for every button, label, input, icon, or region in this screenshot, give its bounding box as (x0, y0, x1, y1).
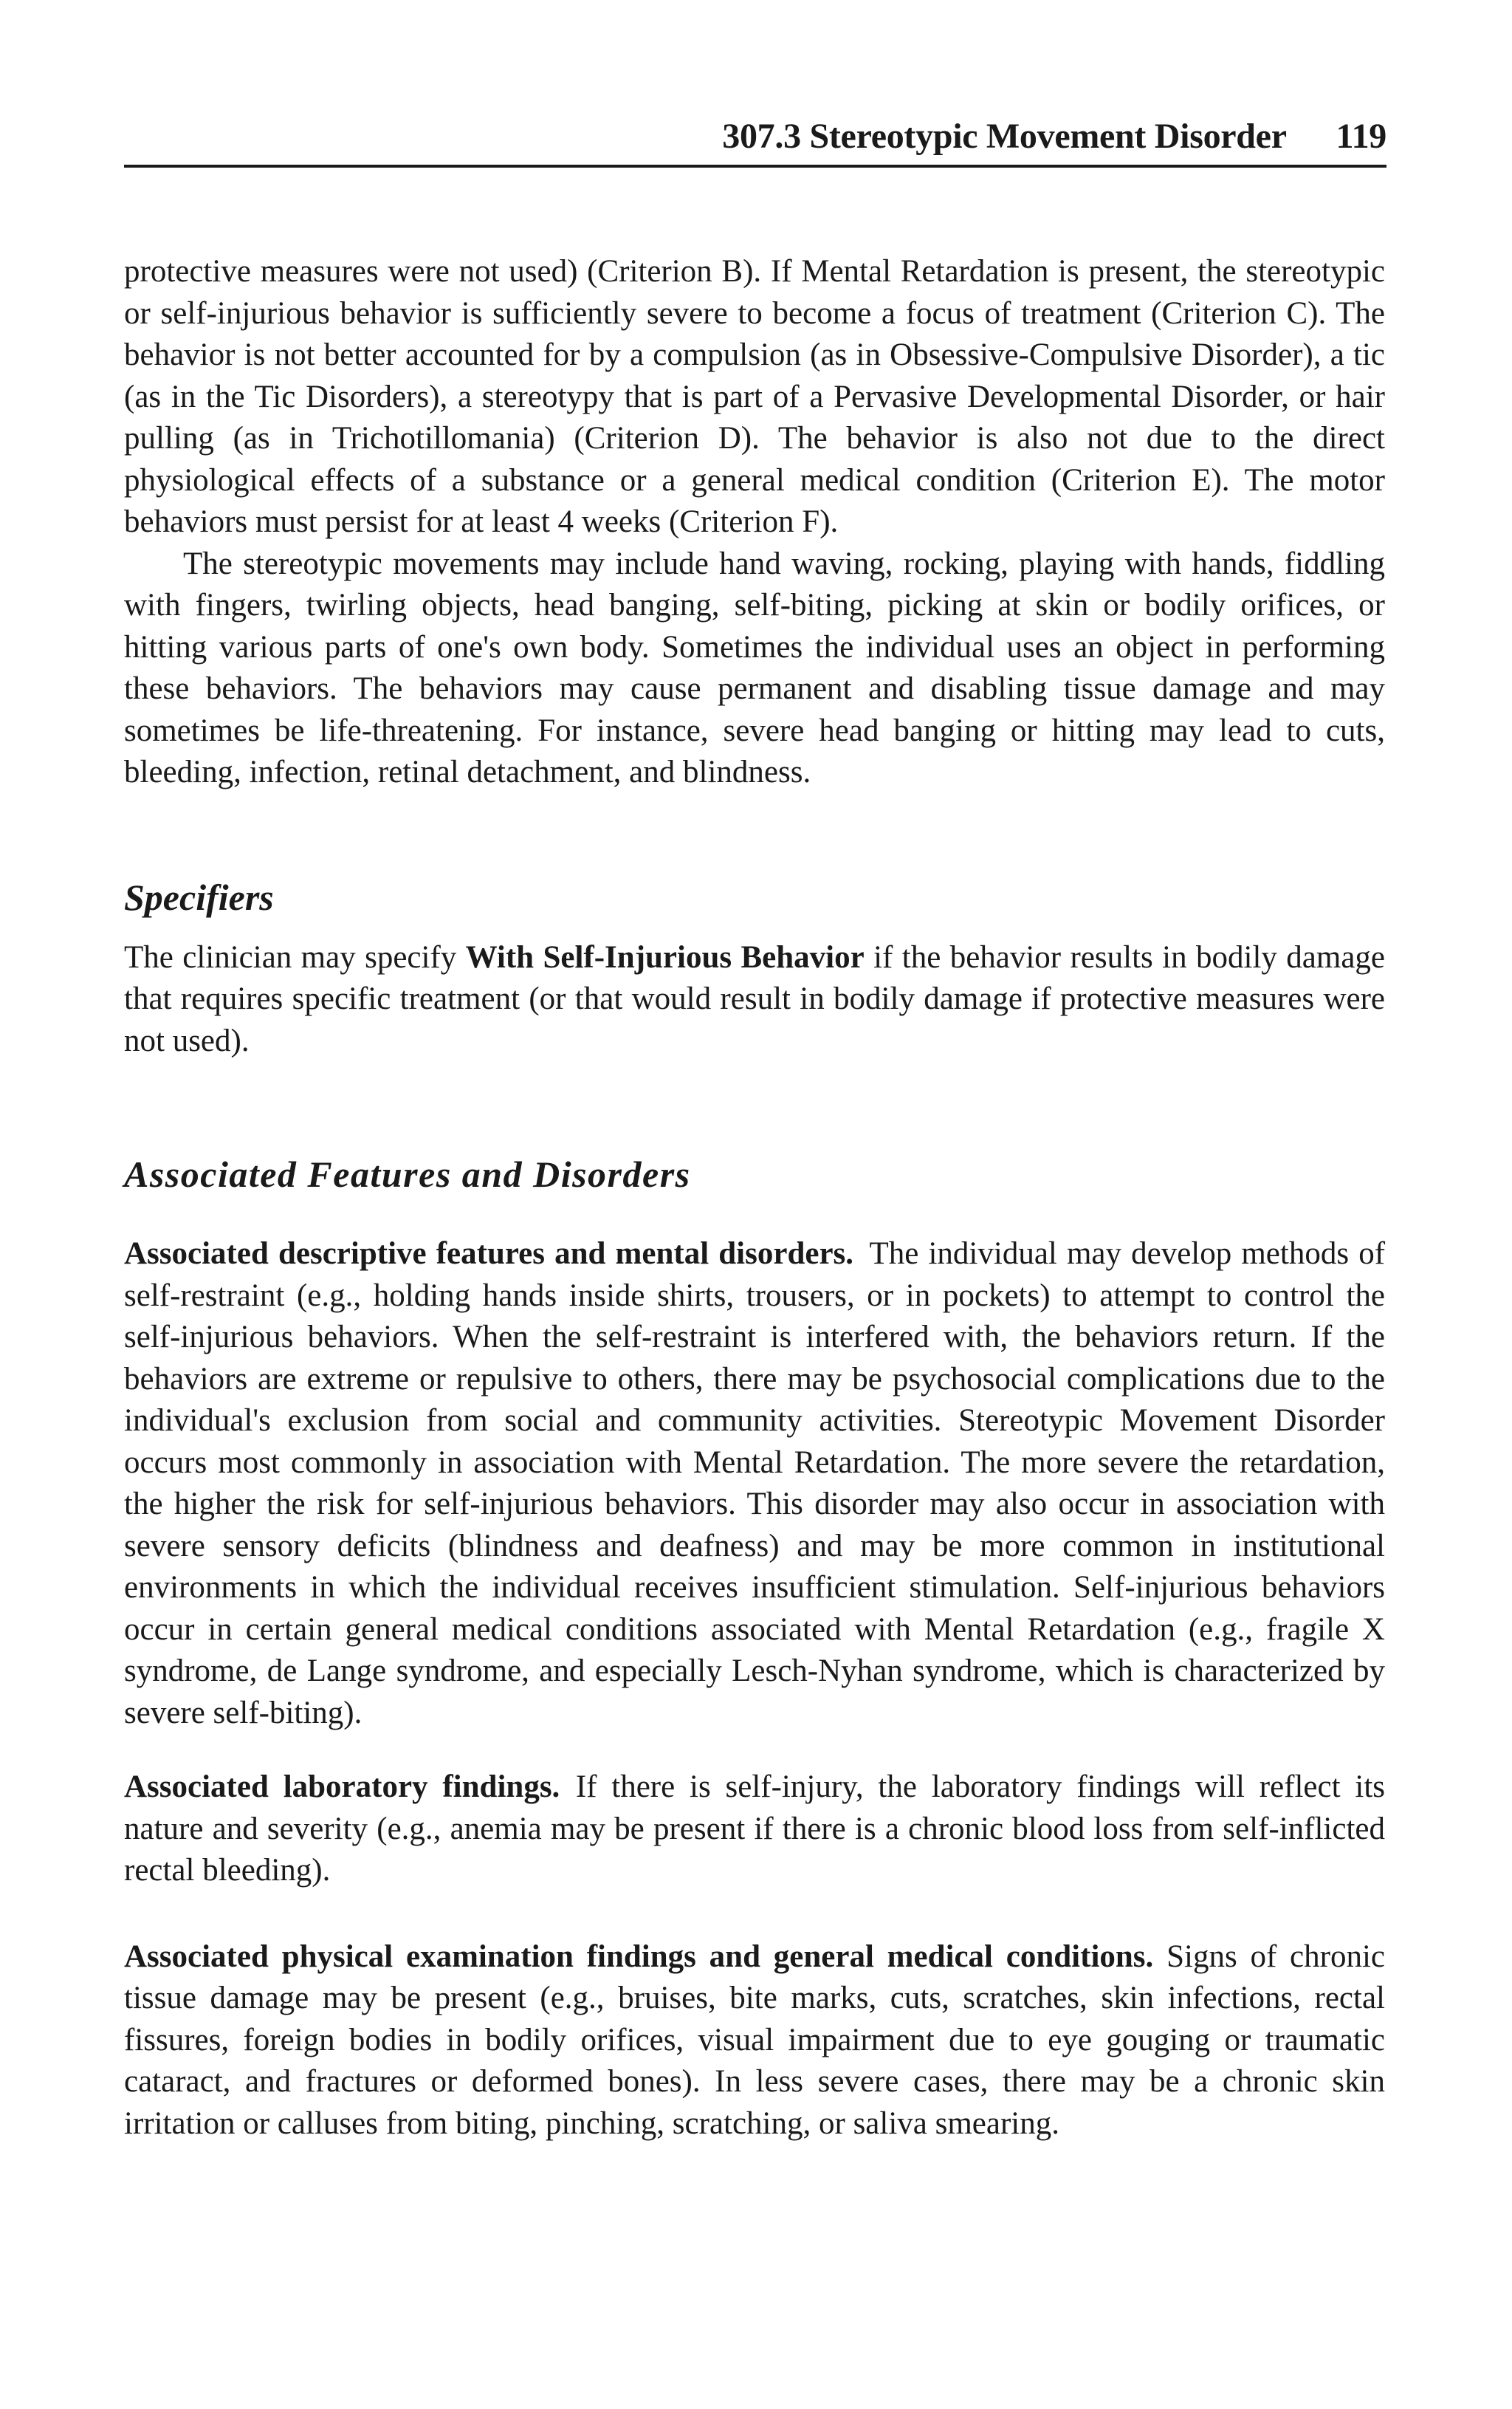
specifier-term: With Self-Injurious Behavior (465, 939, 865, 975)
paragraph-specifiers (124, 937, 1385, 1063)
paragraph-descriptive-features (124, 1233, 1385, 1734)
paragraph-criteria-continued: protective measures were not used) (Criterion B). If Mental Retardation is present, the stereotypic or self-injurious behavior is sufficiently severe to become a focus of treatment (Criterion C). The behavior is not better accounted for by a compulsion (as in Obsessive-Compulsive Disorder), a tic (as in the Tic Disorders), a stereotypy that is part of a Pervasive Developmental Disorder, or hair pulling (as in Trichotillomania) (Criterion D). The behavior is also not due to the direct physiological effects of a substance or a general medical condition (Criterion E). The motor behaviors must persist for at least 4 weeks (Criterion F). (124, 254, 1385, 539)
paragraph-physical-findings (124, 1936, 1385, 2145)
running-head-title: 307.3 Stereotypic Movement Disorder (722, 117, 1286, 156)
page-number: 119 (1336, 117, 1386, 156)
section-heading-specifiers: Specifiers (124, 876, 274, 918)
run-in-heading-descriptive: Associated descriptive features and mental disorders. (124, 1236, 854, 1271)
page-body (124, 251, 1385, 2145)
laboratory-findings-text: If there is self-injury, the laboratory findings will reflect its nature and severity (e.g., anemia may be present if there is a chronic blood loss from self-inflicted rectal bleeding). (124, 1769, 1385, 1888)
run-in-heading-physical: Associated physical examination findings and general medical conditions. (124, 1939, 1154, 1974)
descriptive-features-text: The individual may develop methods of self-restraint (e.g., holding hands inside shirts, trousers, or in pockets) to attempt to control the self-injurious behaviors. When the self-restraint is interfered with, the behaviors return. If the behaviors are extreme or repulsive to others, there may be psychosocial complications due to the individual's exclusion from social and community activities. Stereotypic Movement Disorder occurs most commonly in association with Mental Retardation. The more severe the retardation, the higher the risk for self-injurious behaviors. This disorder may also occur in association with severe sensory deficits (blindness and deafness) and may be more common in institutional environments in which the individual receives insufficient stimulation. Self-injurious behaviors occur in certain general medical conditions associated with Mental Retardation (e.g., fragile X syndrome, de Lange syndrome, and especially Lesch-Nyhan syndrome, which is characterized by severe self-biting). (124, 1236, 1386, 1730)
specifiers-text-before: The clinician may specify (124, 939, 466, 975)
specifiers-text-after: if the behavior results in bodily damage that requires specific treatment (or that would result in bodily damage if protective measures were not used). (124, 939, 1385, 1058)
running-head (124, 111, 1386, 162)
paragraph-laboratory-findings (124, 1767, 1385, 1892)
run-in-heading-laboratory: Associated laboratory findings. (124, 1769, 560, 1804)
physical-findings-text: Signs of chronic tissue damage may be present (e.g., bruises, bite marks, cuts, scratches, skin infections, rectal fissures, foreign bodies in bodily orifices, visual impairment due to eye gouging or traumatic cataract, and fractures or deformed bones). In less severe cases, there may be a chronic skin irritation or calluses from biting, pinching, scratching, or saliva smearing. (124, 1939, 1385, 2141)
section-heading-associated-features: Associated Features and Disorders (124, 1154, 691, 1195)
paragraph-stereotypic-movements: The stereotypic movements may include hand waving, rocking, playing with hands, fiddling with fingers, twirling objects, head banging, self-biting, picking at skin or bodily orifices, or hitting various parts of one's own body. Sometimes the individual uses an object in performing these behaviors. The behaviors may cause permanent and disabling tissue damage and may sometimes be life-threatening. For instance, severe head banging or hitting may lead to cuts, bleeding, infection, retinal detachment, and blindness. (124, 546, 1385, 789)
header-rule (124, 165, 1386, 168)
